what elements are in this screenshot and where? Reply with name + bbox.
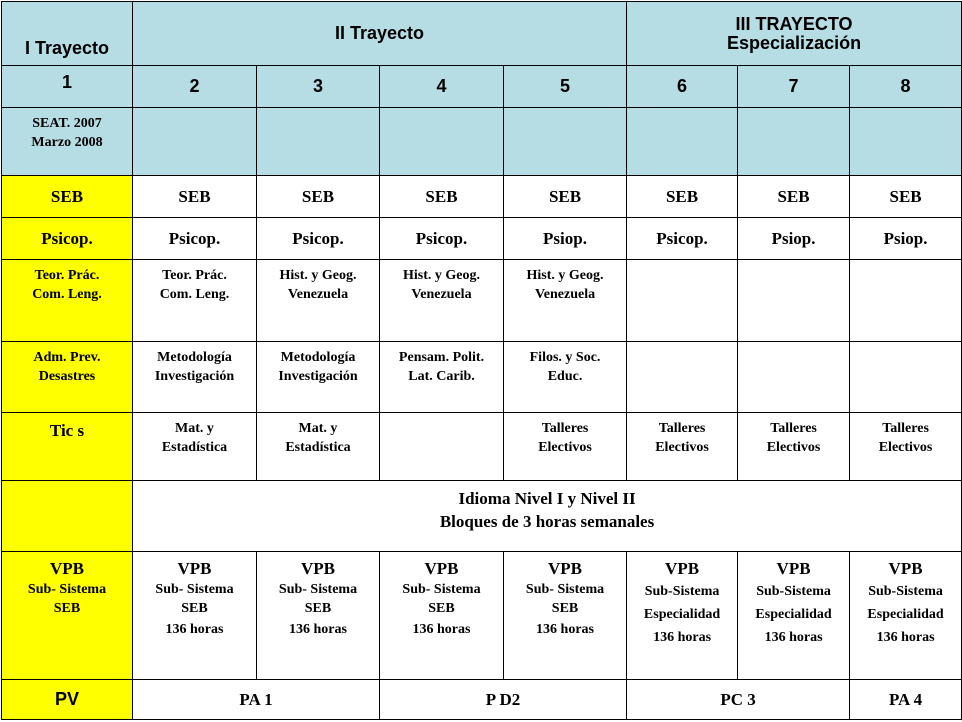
vpb-hours: 136 horas xyxy=(536,622,594,637)
idioma-row xyxy=(2,481,962,552)
seb-cell: SEB xyxy=(257,176,380,218)
col-number: 1 xyxy=(2,66,133,108)
seb-cell: SEB xyxy=(850,176,962,218)
vpb-cell xyxy=(257,552,380,680)
vpb-label xyxy=(2,552,133,680)
trayecto-iii-header xyxy=(627,2,962,66)
trayecto-i-header: I Trayecto xyxy=(2,2,133,66)
course-line: Venezuela xyxy=(534,287,596,302)
psicop-cell: Psicop. xyxy=(133,218,257,260)
pv-pa4: PA 4 xyxy=(850,680,962,720)
adm-row xyxy=(2,342,962,413)
empty-label-cell xyxy=(2,481,133,552)
vpb-hours: 136 horas xyxy=(764,630,823,645)
teor-label xyxy=(2,260,133,342)
col-number: 4 xyxy=(380,66,504,108)
vpb-line: Especialidad xyxy=(755,607,832,622)
psicop-cell: Psicop. xyxy=(627,218,738,260)
course-cell xyxy=(627,413,738,481)
course-line: Venezuela xyxy=(411,287,472,302)
seb-cell: SEB xyxy=(627,176,738,218)
psicop-cell: Psicop. xyxy=(257,218,380,260)
course-line: Electivos xyxy=(538,440,592,455)
vpb-line: Sub- Sistema xyxy=(525,582,605,597)
course-cell xyxy=(380,342,504,413)
course-line: Estadística xyxy=(285,440,351,455)
trayecto-iii-title: III TRAYECTO xyxy=(735,13,853,34)
idioma-title: Idioma Nivel I y Nivel II xyxy=(458,489,636,508)
idioma-cell xyxy=(133,481,962,552)
empty-cell xyxy=(850,342,962,413)
course-cell xyxy=(133,413,257,481)
empty-cell xyxy=(627,260,738,342)
course-line: Estadística xyxy=(161,440,228,455)
vpb-line: Sub-Sistema xyxy=(756,584,831,599)
course-line: Hist. y Geog. xyxy=(403,268,480,283)
pv-pc3: PC 3 xyxy=(627,680,850,720)
course-line: Mat. y xyxy=(175,421,214,436)
course-cell xyxy=(504,342,627,413)
tics-label: Tic s xyxy=(2,413,133,481)
course-cell xyxy=(257,342,380,413)
vpb-hours: 136 horas xyxy=(876,630,935,645)
course-cell xyxy=(133,260,257,342)
vpb-line: SEB xyxy=(428,601,455,616)
course-line: Electivos xyxy=(655,440,709,455)
course-line: Mat. y xyxy=(298,421,338,436)
psicop-label: Psicop. xyxy=(2,218,133,260)
pv-pa1: PA 1 xyxy=(133,680,380,720)
vpb-line: SEB xyxy=(181,601,208,616)
tics-row xyxy=(2,413,962,481)
empty-cell xyxy=(133,108,257,176)
teor-label-line: Teor. Prác. xyxy=(34,268,100,283)
col-number: 3 xyxy=(257,66,380,108)
course-cell xyxy=(257,260,380,342)
course-cell xyxy=(380,260,504,342)
col-number: 6 xyxy=(627,66,738,108)
vpb-title: VPB xyxy=(888,559,923,578)
empty-cell xyxy=(257,108,380,176)
psicop-row xyxy=(2,218,962,260)
curriculum-table xyxy=(1,1,962,720)
vpb-title: VPB xyxy=(665,559,700,578)
course-cell xyxy=(850,413,962,481)
course-line: Metodología xyxy=(280,350,356,365)
teor-row xyxy=(2,260,962,342)
course-line: Teor. Prác. xyxy=(162,268,227,283)
empty-cell xyxy=(850,260,962,342)
number-row xyxy=(2,66,962,108)
vpb-title: VPB xyxy=(776,559,811,578)
course-line: Educ. xyxy=(547,369,583,384)
seat-cell xyxy=(2,108,133,176)
vpb-line: SEB xyxy=(551,601,579,616)
vpb-line: Especialidad xyxy=(643,607,721,622)
col-number: 2 xyxy=(133,66,257,108)
vpb-line: Especialidad xyxy=(867,607,944,622)
course-cell xyxy=(504,260,627,342)
psicop-cell: Psiop. xyxy=(504,218,627,260)
vpb-line: Sub-Sistema xyxy=(644,584,720,599)
vpb-label-title: VPB xyxy=(50,559,84,578)
course-line: Talleres xyxy=(882,421,929,436)
course-line: Venezuela xyxy=(287,287,349,302)
course-line: Talleres xyxy=(541,421,589,436)
course-line: Hist. y Geog. xyxy=(279,268,357,283)
vpb-title: VPB xyxy=(301,559,335,578)
empty-cell xyxy=(380,108,504,176)
course-line: Lat. Carib. xyxy=(408,369,475,384)
teor-label-line: Com. Leng. xyxy=(32,287,102,302)
seb-cell: SEB xyxy=(738,176,850,218)
vpb-line: Sub- Sistema xyxy=(278,582,358,597)
vpb-cell xyxy=(850,552,962,680)
vpb-line: SEB xyxy=(304,601,332,616)
trayecto-header-row xyxy=(2,2,962,66)
vpb-hours: 136 horas xyxy=(653,630,712,645)
adm-label xyxy=(2,342,133,413)
vpb-cell xyxy=(627,552,738,680)
course-line: Investigación xyxy=(278,369,358,384)
course-cell xyxy=(738,413,850,481)
vpb-title: VPB xyxy=(424,559,459,578)
empty-cell xyxy=(738,108,850,176)
adm-label-line: Adm. Prev. xyxy=(33,350,101,365)
vpb-line: Sub- Sistema xyxy=(155,582,234,597)
trayecto-ii-header: II Trayecto xyxy=(133,2,627,66)
col-number: 7 xyxy=(738,66,850,108)
vpb-hours: 136 horas xyxy=(165,622,224,637)
seb-row xyxy=(2,176,962,218)
col-number: 5 xyxy=(504,66,627,108)
vpb-hours: 136 horas xyxy=(289,622,347,637)
course-line: Pensam. Polit. xyxy=(398,350,485,365)
vpb-label-line: Sub- Sistema xyxy=(27,582,107,597)
course-line: Com. Leng. xyxy=(159,287,230,302)
course-line: Talleres xyxy=(770,421,817,436)
course-line: Electivos xyxy=(878,440,933,455)
adm-label-line: Desastres xyxy=(38,369,96,384)
course-line: Electivos xyxy=(766,440,821,455)
idioma-subtitle: Bloques de 3 horas semanales xyxy=(439,512,655,531)
course-cell xyxy=(504,413,627,481)
course-cell xyxy=(257,413,380,481)
psicop-cell: Psicop. xyxy=(380,218,504,260)
vpb-cell xyxy=(133,552,257,680)
empty-cell xyxy=(738,260,850,342)
empty-cell xyxy=(380,413,504,481)
seat-year: SEAT. 2007 xyxy=(32,116,102,131)
vpb-title: VPB xyxy=(548,559,583,578)
empty-cell xyxy=(627,342,738,413)
psicop-cell: Psiop. xyxy=(738,218,850,260)
vpb-cell xyxy=(504,552,627,680)
empty-cell xyxy=(504,108,627,176)
empty-cell xyxy=(738,342,850,413)
col-number: 8 xyxy=(850,66,962,108)
seat-date: Marzo 2008 xyxy=(31,135,103,150)
empty-cell xyxy=(627,108,738,176)
empty-cell xyxy=(850,108,962,176)
vpb-title: VPB xyxy=(177,559,212,578)
pv-label: PV xyxy=(2,680,133,720)
seb-cell: SEB xyxy=(133,176,257,218)
seb-cell: SEB xyxy=(504,176,627,218)
vpb-cell xyxy=(738,552,850,680)
seb-cell: SEB xyxy=(380,176,504,218)
pv-pd2: P D2 xyxy=(380,680,627,720)
psicop-cell: Psiop. xyxy=(850,218,962,260)
course-cell xyxy=(133,342,257,413)
course-line: Filos. y Soc. xyxy=(529,350,601,365)
course-line: Metodología xyxy=(157,350,232,365)
course-line: Investigación xyxy=(154,369,235,384)
course-line: Talleres xyxy=(658,421,706,436)
vpb-hours: 136 horas xyxy=(412,622,471,637)
course-line: Hist. y Geog. xyxy=(526,268,604,283)
vpb-line: Sub- Sistema xyxy=(402,582,481,597)
seat-row xyxy=(2,108,962,176)
seb-label: SEB xyxy=(2,176,133,218)
vpb-line: Sub-Sistema xyxy=(868,584,943,599)
pv-row xyxy=(2,680,962,720)
trayecto-iii-subtitle: Especialización xyxy=(727,32,862,53)
vpb-cell xyxy=(380,552,504,680)
vpb-label-line: SEB xyxy=(53,601,81,616)
vpb-row xyxy=(2,552,962,680)
